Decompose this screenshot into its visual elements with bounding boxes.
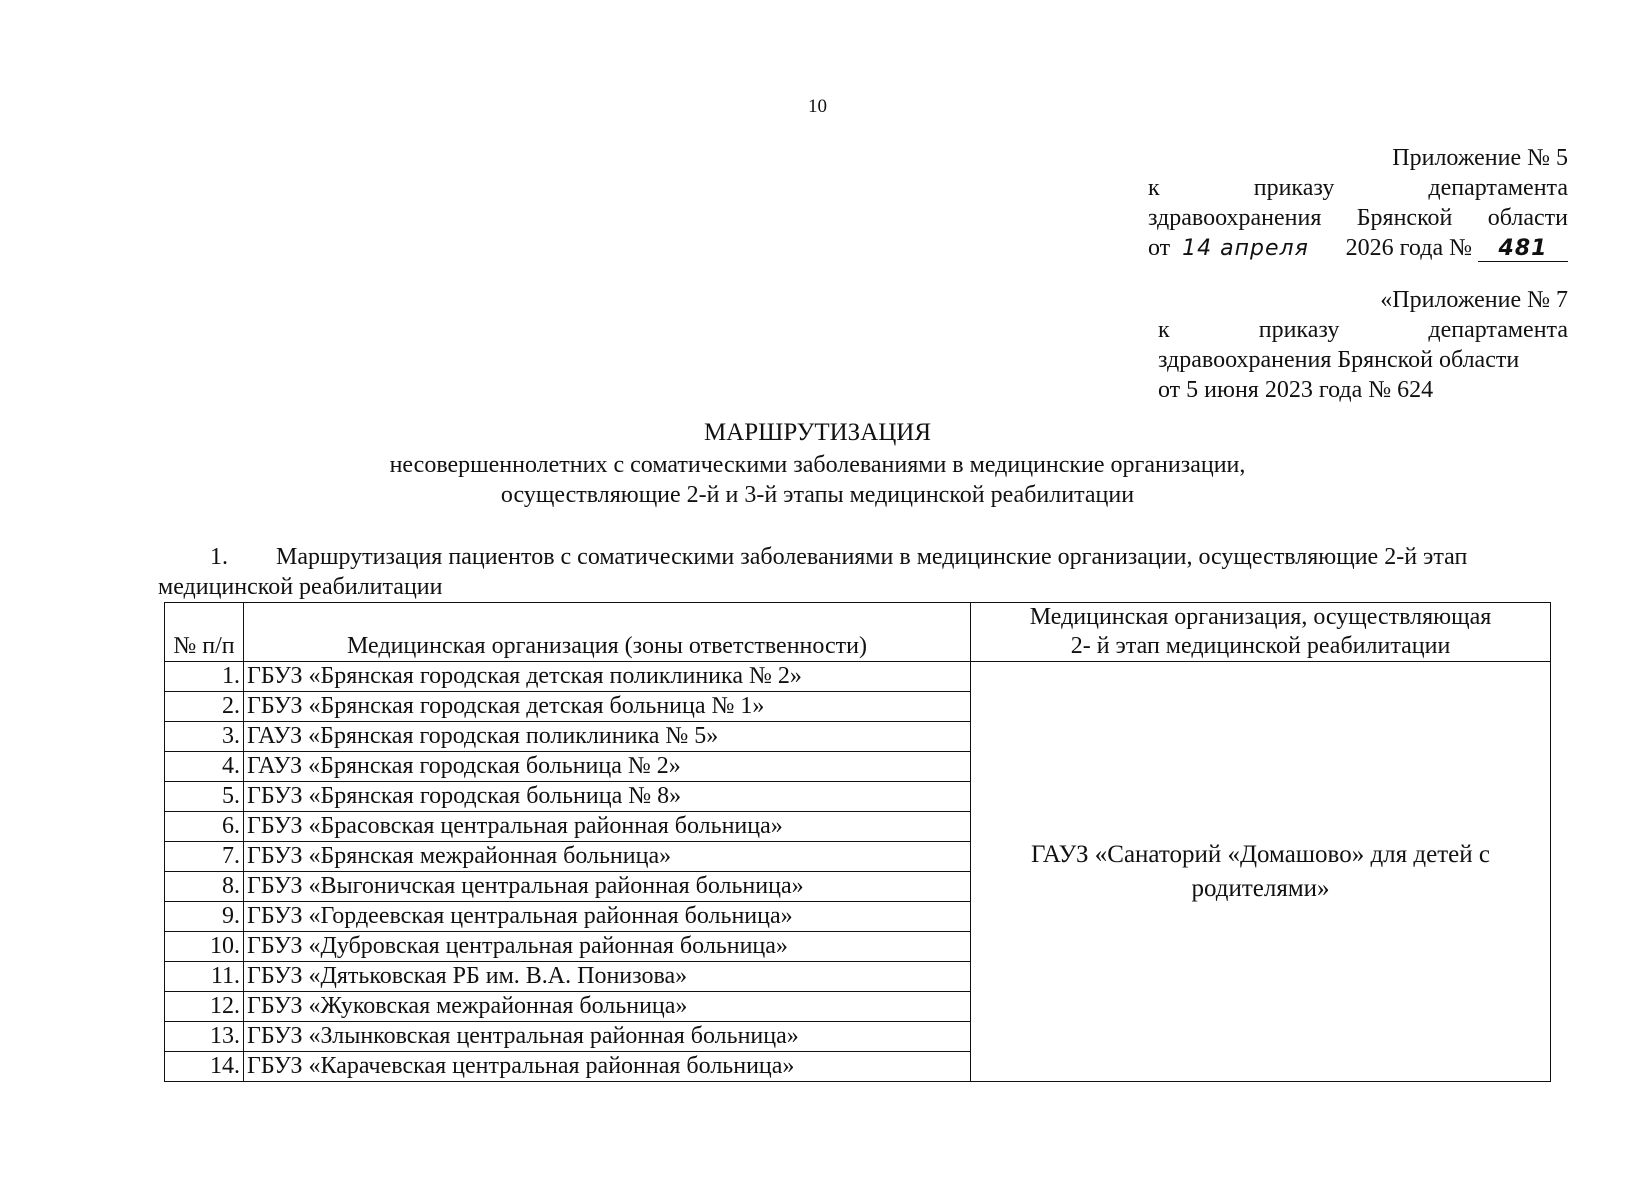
appendix-current-date-line xyxy=(1148,233,1568,264)
year-text: 2026 года № xyxy=(1345,235,1472,261)
appendix-word: области xyxy=(1487,205,1568,231)
appendix-current-line3 xyxy=(1148,203,1568,233)
row-number: 11. xyxy=(165,962,244,992)
rehab-organization: ГАУЗ «Санаторий «Домашово» для детей с родителями» xyxy=(971,662,1551,1082)
row-organization: ГБУЗ «Брянская городская детская поликлиника № 2» xyxy=(244,662,971,692)
row-number: 13. xyxy=(165,1022,244,1052)
handwritten-date: 14 апреля xyxy=(1182,236,1309,261)
section-number: 1. xyxy=(210,544,228,570)
appendix-word: приказу xyxy=(1258,317,1340,343)
row-organization: ГБУЗ «Выгоничская центральная районная больница» xyxy=(244,872,971,902)
row-number: 5. xyxy=(165,782,244,812)
row-number: 7. xyxy=(165,842,244,872)
row-number: 8. xyxy=(165,872,244,902)
document-title: МАРШРУТИЗАЦИЯ xyxy=(703,419,932,446)
row-number: 9. xyxy=(165,902,244,932)
appendix-current-line2 xyxy=(1148,173,1568,203)
row-organization: ГБУЗ «Брасовская центральная районная больница» xyxy=(244,812,971,842)
appendix-word: департамента xyxy=(1428,317,1568,343)
row-number: 14. xyxy=(165,1052,244,1082)
row-organization: ГАУЗ «Брянская городская поликлиника № 5» xyxy=(244,722,971,752)
row-organization: ГБУЗ «Злынковская центральная районная больница» xyxy=(244,1022,971,1052)
appendix-previous-title: «Приложение № 7 xyxy=(1380,287,1568,313)
row-organization: ГАУЗ «Брянская городская больница № 2» xyxy=(244,752,971,782)
section-heading xyxy=(158,542,1558,602)
row-organization: ГБУЗ «Дубровская центральная районная больница» xyxy=(244,932,971,962)
header-rehab-line2: 2- й этап медицинской реабилитации xyxy=(1070,633,1451,659)
row-number: 3. xyxy=(165,722,244,752)
header-org: Медицинская организация (зоны ответственности) xyxy=(244,603,971,662)
appendix-current xyxy=(1148,143,1568,264)
appendix-word: Брянской xyxy=(1356,205,1453,231)
header-rehab-line1: Медицинская организация, осуществляющая xyxy=(1029,604,1492,630)
appendix-previous-line2 xyxy=(1158,315,1568,345)
page-number: 10 xyxy=(808,96,827,117)
appendix-word: здравоохранения xyxy=(1148,205,1322,231)
row-number: 10. xyxy=(165,932,244,962)
row-organization: ГБУЗ «Карачевская центральная районная больница» xyxy=(244,1052,971,1082)
row-number: 2. xyxy=(165,692,244,722)
row-organization: ГБУЗ «Брянская городская больница № 8» xyxy=(244,782,971,812)
table-header-row xyxy=(165,603,1551,662)
header-num: № п/п xyxy=(165,603,244,662)
row-number: 6. xyxy=(165,812,244,842)
document-subtitle-line1: несовершеннолетних с соматическими заболеваниями в медицинские организации, xyxy=(389,452,1246,478)
section-text: Маршрутизация пациентов с соматическими заболеваниями в медицинские организации, осуществляющие 2-й этап медицинской реабилитации xyxy=(158,544,1468,600)
row-number: 4. xyxy=(165,752,244,782)
document-subtitle-line2: осуществляющие 2-й и 3-й этапы медицинской реабилитации xyxy=(500,482,1135,508)
header-rehab xyxy=(971,603,1551,662)
table-row xyxy=(165,662,1551,692)
row-number: 1. xyxy=(165,662,244,692)
handwritten-number: 481 xyxy=(1478,237,1568,262)
appendix-previous xyxy=(1158,285,1568,405)
appendix-word: к xyxy=(1148,175,1160,201)
row-organization: ГБУЗ «Дятьковская РБ им. В.А. Понизова» xyxy=(244,962,971,992)
appendix-previous-line4: от 5 июня 2023 года № 624 xyxy=(1158,377,1434,403)
appendix-previous-line3: здравоохранения Брянской области xyxy=(1158,347,1520,373)
appendix-word: к xyxy=(1158,317,1170,343)
appendix-word: департамента xyxy=(1428,175,1568,201)
row-organization: ГБУЗ «Брянская межрайонная больница» xyxy=(244,842,971,872)
appendix-current-title: Приложение № 5 xyxy=(1392,145,1568,171)
row-organization: ГБУЗ «Гордеевская центральная районная больница» xyxy=(244,902,971,932)
row-organization: ГБУЗ «Жуковская межрайонная больница» xyxy=(244,992,971,1022)
appendix-word: приказу xyxy=(1253,175,1335,201)
row-number: 12. xyxy=(165,992,244,1022)
row-organization: ГБУЗ «Брянская городская детская больница № 1» xyxy=(244,692,971,722)
routing-table xyxy=(164,602,1551,1082)
date-prefix: от xyxy=(1148,235,1171,261)
